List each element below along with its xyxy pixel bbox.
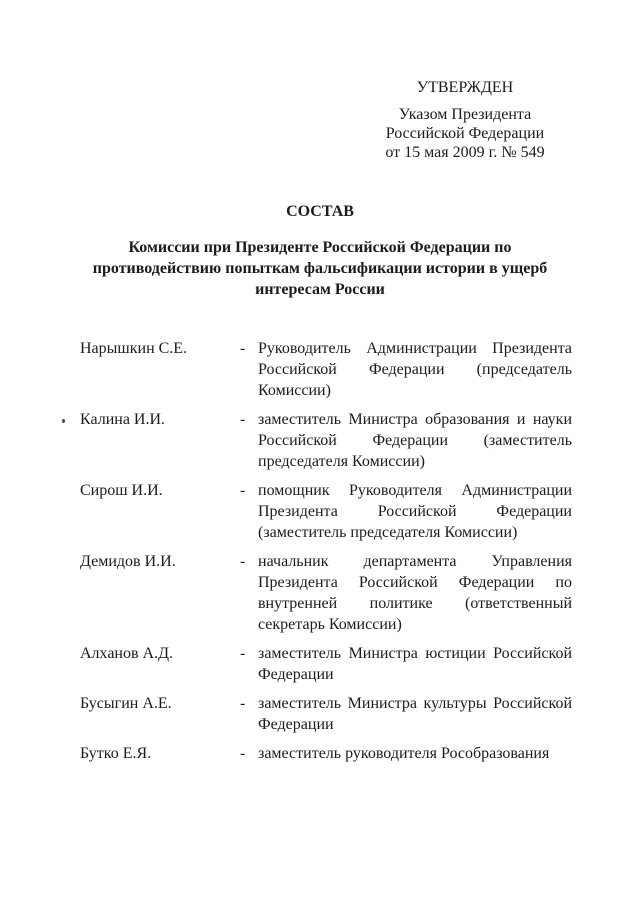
member-separator: - — [240, 482, 246, 499]
document-subtitle — [70, 237, 570, 300]
member-name: Сирош И.И. — [80, 482, 163, 499]
member-separator: - — [240, 553, 246, 570]
member-role: Руководитель Администрации Президента Российской Федерации (председатель Комиссии) — [258, 340, 572, 399]
member-name: Бусыгин А.Е. — [80, 695, 172, 712]
member-role: заместитель руководителя Рособразования — [258, 745, 550, 762]
member-separator: - — [240, 645, 246, 662]
member-name: Алханов А.Д. — [80, 645, 174, 662]
member-row — [80, 551, 572, 635]
member-row — [80, 743, 572, 764]
member-row — [80, 409, 572, 472]
member-row — [80, 338, 572, 401]
member-role: заместитель Министра культуры Российской Федерации — [258, 695, 572, 733]
member-role: начальник департамента Управления Президента Российской Федерации по внутренней политике (ответственный секретарь Комиссии) — [258, 553, 572, 633]
member-row — [80, 480, 572, 543]
approval-line: Российской Федерации — [385, 125, 545, 142]
document-title: СОСТАВ — [286, 203, 354, 220]
scan-artifact-dot — [62, 419, 65, 423]
member-role: заместитель Министра образования и науки Российской Федерации (заместитель председателя Комиссии) — [258, 411, 572, 470]
member-name: Бутко Е.Я. — [80, 745, 152, 762]
member-separator: - — [240, 745, 246, 762]
subtitle-line: интересам России — [255, 281, 385, 298]
approval-line: от 15 мая 2009 г. № 549 — [385, 144, 545, 161]
approval-line: Указом Президента — [398, 106, 532, 123]
subtitle-line: Комиссии при Президенте Российской Федерации по — [128, 239, 512, 256]
members-list — [80, 338, 572, 772]
member-separator: - — [240, 340, 246, 357]
member-separator: - — [240, 695, 246, 712]
member-separator: - — [240, 411, 246, 428]
subtitle-line: противодействию попыткам фальсификации истории в ущерб — [92, 260, 548, 277]
member-name: Калина И.И. — [80, 411, 166, 428]
member-role: помощник Руководителя Администрации Президента Российской Федерации (заместитель председателя Комиссии) — [258, 482, 572, 541]
approval-stamp — [340, 78, 590, 162]
approval-status: УТВЕРЖДЕН — [416, 79, 514, 96]
member-role: заместитель Министра юстиции Российской Федерации — [258, 645, 572, 683]
member-name: Демидов И.И. — [80, 553, 176, 570]
member-name: Нарышкин С.Е. — [80, 340, 188, 357]
member-row — [80, 693, 572, 735]
member-row — [80, 643, 572, 685]
